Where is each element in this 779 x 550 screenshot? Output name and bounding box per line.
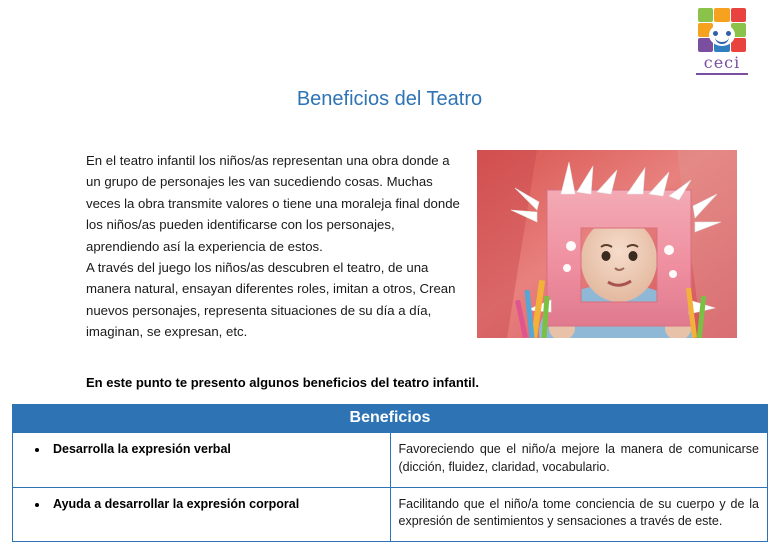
page-title: Beneficios del Teatro	[296, 88, 483, 110]
table-cell-term	[13, 487, 391, 542]
intro-paragraph-1: En el teatro infantil los niños/as representan una obra donde a un grupo de personajes les van sucediendo cosas. Muchas veces la obra transmite valores o tiene una moraleja final donde los niños/as pueden identificarse con los personajes, aprendiendo así la experiencia de estos.	[86, 153, 460, 254]
benefits-table	[12, 404, 768, 542]
logo-tile	[714, 8, 729, 22]
logo-wordmark: ceci	[703, 53, 741, 72]
smiley-face-icon	[709, 24, 735, 46]
table-row	[13, 433, 768, 488]
child-with-mask-photo	[477, 150, 737, 338]
intro-paragraph-2: A través del juego los niños/as descubren el teatro, de una manera natural, ensayan diferentes roles, imitan a otros, Crean nuevos personajes, representa situaciones de su día a día, imaginan, se expresan, etc.	[86, 259, 456, 339]
benefit-term: • Ayuda a desarrollar la expresión corporal	[49, 496, 382, 514]
table-row	[13, 487, 768, 542]
intro-text	[86, 150, 466, 342]
logo-underline	[696, 73, 748, 75]
table-cell-description: Favoreciendo que el niño/a mejore la manera de comunicarse (dicción, fluidez, claridad, vocabulario.	[390, 433, 768, 488]
table-cell-term	[13, 433, 391, 488]
benefit-term: • Desarrolla la expresión verbal	[49, 441, 382, 459]
table-header-benefits: Beneficios	[13, 405, 768, 433]
table-header-row	[13, 405, 768, 433]
logo-tile	[731, 8, 746, 22]
lead-in-text: En este punto te presento algunos beneficios del teatro infantil.	[86, 375, 479, 390]
table-cell-description: Facilitando que el niño/a tome conciencia de su cuerpo y de la expresión de sentimientos y sensaciones a través de este.	[390, 487, 768, 542]
ceci-logo	[689, 8, 755, 70]
logo-tile	[698, 8, 713, 22]
